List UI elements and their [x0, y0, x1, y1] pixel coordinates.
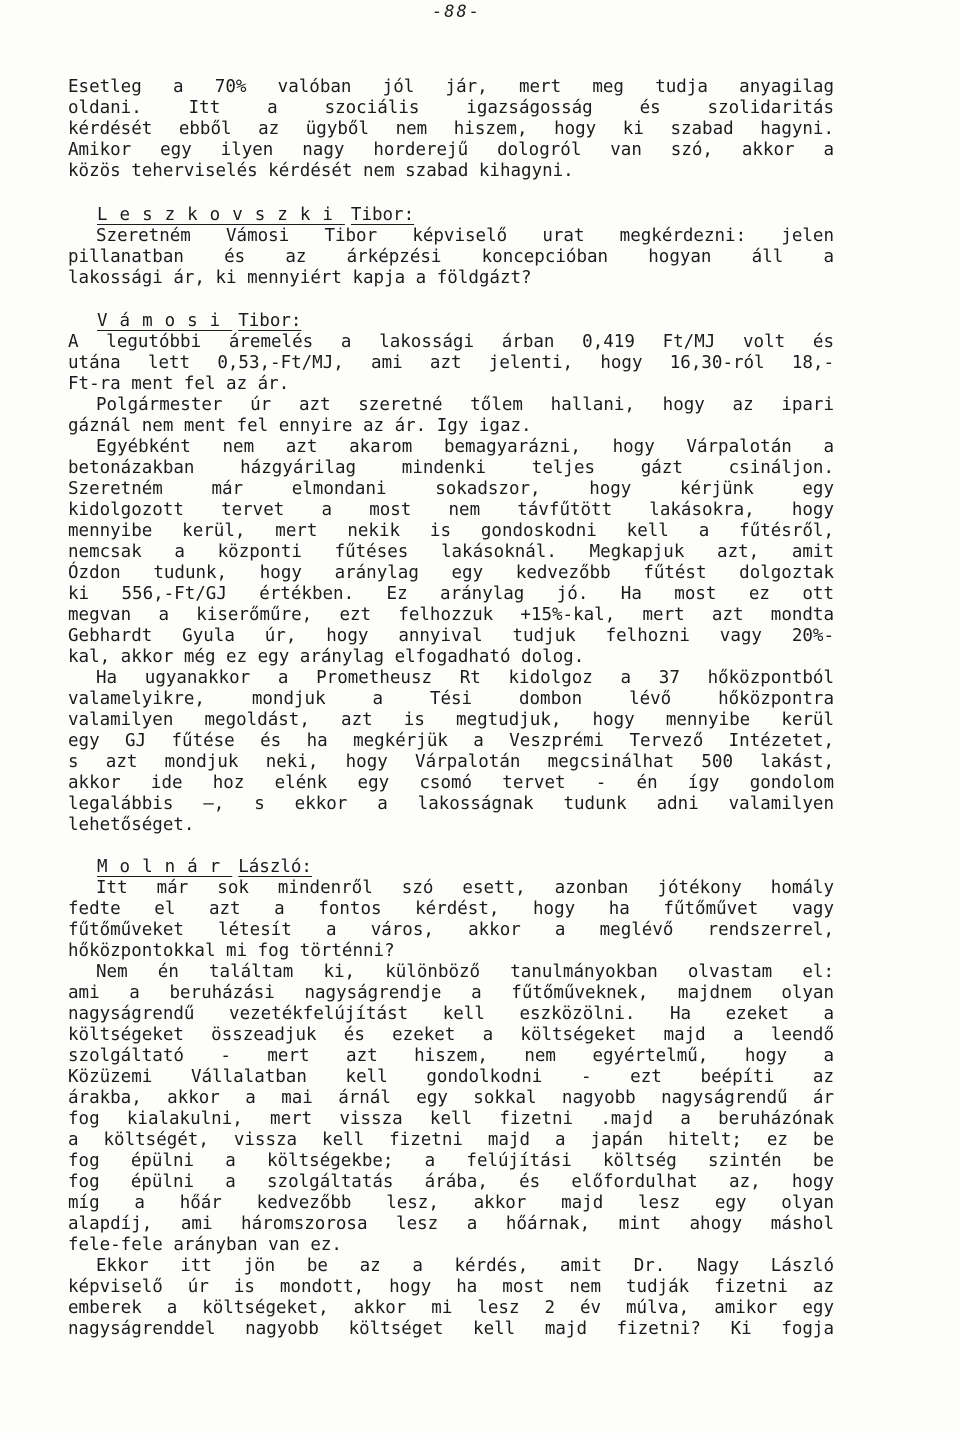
text-line: gáznál nem ment fel ennyire az ár. Igy igaz. [68, 416, 532, 436]
text-line: megvan a kiserőműre, ezt felhozzuk +15%-kal, mert azt mondta [68, 605, 834, 625]
speaker-surname: Leszkovszki [97, 205, 345, 225]
text-line: ki 556,-Ft/GJ értékben. Ez aránylag jó. Ha most ez ott [68, 584, 834, 604]
speaker-first-name: Tibor: [238, 311, 302, 331]
text-line: akkor ide hoz elénk egy csomó tervet - én így gondolom [68, 773, 834, 793]
text-line: betonázakban házgyárilag mindenki teljes gázt csináljon. [68, 458, 834, 478]
text-line: Ózdon tudunk, hogy aránylag egy kedvezőbb fűtést dolgoztak [68, 563, 834, 583]
text-line: Szeretném már elmondani sokadszor, hogy kérjünk egy [68, 479, 834, 499]
text-line: lakossági ár, ki mennyiért kapja a földgázt? [68, 268, 532, 288]
text-line: valamilyen megoldást, azt is megtudjuk, hogy mennyibe kerül [68, 710, 834, 730]
text-line: fele-fele arányban van ez. [68, 1235, 342, 1255]
text-line: nagyságrenddel nagyobb költséget kell majd fizetni? Ki fogja [68, 1319, 834, 1339]
text-line: kérdését ebből az ügyből nem hiszem, hogy ki szabad hagyni. [68, 119, 834, 139]
text-line: kal, akkor még ez egy aránylag elfogadható dolog. [68, 647, 585, 667]
text-line: nemcsak a központi fűtéses lakásoknál. Megkapjuk azt, amit [68, 542, 834, 562]
page-number: -88- [432, 2, 481, 22]
text-line: ami a beruházási nagyságrendje a fűtőműveknek, majdnem olyan [68, 983, 834, 1003]
text-line: Nem én találtam ki, különböző tanulmányokban olvastam el: [96, 962, 834, 982]
speaker-surname: Molnár [97, 857, 233, 877]
text-line: Itt már sok mindenről szó esett, azonban jótékony homály [96, 878, 834, 898]
text-line: fog épülni a költségekbe; a felújítási költség szintén be [68, 1151, 834, 1171]
text-line: Amikor egy ilyen nagy horderejű dologról van szó, akkor a [68, 140, 834, 160]
text-line: Ekkor itt jön be az a kérdés, amit Dr. Nagy László [96, 1256, 834, 1276]
text-line: Ha ugyanakkor a Prometheusz Rt kidolgoz a 37 hőközpontból [96, 668, 834, 688]
text-line: utána lett 0,53,-Ft/MJ, ami azt jelenti, hogy 16,30-ról 18,- [68, 353, 834, 373]
speaker-first-name: Tibor: [350, 205, 415, 225]
text-line: képviselő úr is mondott, hogy ha most nem tudják fizetni az [68, 1277, 834, 1297]
text-line: közös teherviselés kérdését nem szabad kihagyni. [68, 161, 574, 181]
text-line: fűtőműveket létesít a város, akkor a meglévő rendszerrel, [68, 920, 834, 940]
text-line: árakba, akkor a mai árnál egy sokkal nagyobb nagyságrendű ár [68, 1088, 834, 1108]
text-line: hőközpontokkal mi fog történni? [68, 941, 395, 961]
text-line: Polgármester úr azt szeretné tőlem hallani, hogy az ipari [96, 395, 834, 415]
text-line: kidolgozott tervet a most nem távfűtött lakásokra, hogy [68, 500, 834, 520]
text-line: Szeretném Vámosi Tibor képviselő urat megkérdezni: jelen [96, 226, 834, 246]
speaker-heading [97, 205, 414, 226]
text-line: alapdíj, ami háromszorosa lesz a hőárnak, mint ahogy máshol [68, 1214, 834, 1234]
text-line: mennyibe kerül, mert nekik is gondoskodni kell a fűtésről, [68, 521, 834, 541]
text-line: Ft-ra ment fel az ár. [68, 374, 290, 394]
text-line: A legutóbbi áremelés a lakossági árban 0,419 Ft/MJ volt és [68, 332, 834, 352]
speaker-first-name: László: [238, 857, 312, 877]
speaker-heading [97, 857, 312, 878]
text-line: egy GJ fűtése és ha megkérjük a Veszprémi Tervező Intézetet, [68, 731, 834, 751]
text-line: fedte el azt a fontos kérdést, hogy ha fűtőművet vagy [68, 899, 834, 919]
text-line: fog épülni a szolgáltatás árába, és előfordulhat az, hogy [68, 1172, 834, 1192]
text-line: emberek a költségeket, akkor mi lesz 2 év múlva, amikor egy [68, 1298, 834, 1318]
text-line: pillanatban és az árképzési koncepcióban hogyan áll a [68, 247, 834, 267]
speaker-surname: Vámosi [97, 311, 233, 331]
text-line: fog kialakulni, mert vissza kell fizetni .majd a beruházónak [68, 1109, 834, 1129]
text-line: Egyébként nem azt akarom bemagyarázni, hogy Várpalotán a [96, 437, 834, 457]
speaker-heading [97, 311, 301, 332]
text-line: szolgáltató - mert azt hiszem, nem egyértelmű, hogy a [68, 1046, 834, 1066]
text-line: költségeket összeadjuk és ezeket a költségeket majd a leendő [68, 1025, 834, 1045]
text-line: lehetőséget. [68, 815, 195, 835]
text-line: oldani. Itt a szociális igazságosság és szolidaritás [68, 98, 834, 118]
text-line: Gebhardt Gyula úr, hogy annyival tudjuk felhozni vagy 20%- [68, 626, 834, 646]
text-line: Közüzemi Vállalatban kell gondolkodni - ezt beépíti az [68, 1067, 834, 1087]
text-line: míg a hőár kedvezőbb lesz, akkor majd lesz egy olyan [68, 1193, 834, 1213]
text-line: legalábbis —, s ekkor a lakosságnak tudunk adni valamilyen [68, 794, 834, 814]
text-line: nagyságrendű vezetékfelújítást kell eszközölni. Ha ezeket a [68, 1004, 834, 1024]
text-line: a költségét, vissza kell fizetni majd a japán hitelt; ez be [68, 1130, 834, 1150]
text-line: valamelyikre, mondjuk a Tési dombon lévő hőközpontra [68, 689, 834, 709]
text-line: Esetleg a 70% valóban jól jár, mert meg tudja anyagilag [68, 77, 834, 97]
text-line: s azt mondjuk neki, hogy Várpalotán megcsinálhat 500 lakást, [68, 752, 834, 772]
